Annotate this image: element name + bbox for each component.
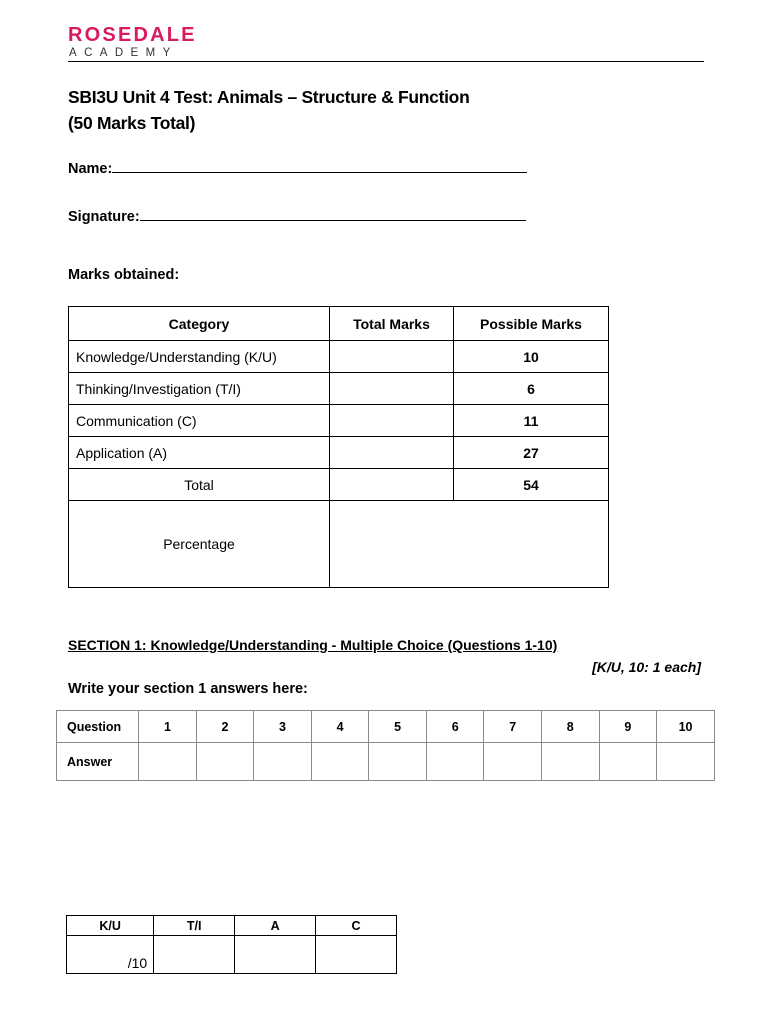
category-cell: Application (A) [69, 437, 330, 469]
title-line-1: SBI3U Unit 4 Test: Animals – Structure & Function [68, 87, 470, 107]
question-number: 7 [484, 711, 542, 743]
marks-table [68, 306, 609, 588]
percentage-row [69, 501, 609, 588]
percentage-label: Percentage [69, 501, 330, 588]
answer-label: Answer [57, 743, 139, 781]
score-value-row [67, 936, 397, 974]
possible-marks-cell: 10 [454, 341, 609, 373]
question-number: 1 [139, 711, 197, 743]
answer-cell-9[interactable] [599, 743, 657, 781]
title-line-2: (50 Marks Total) [68, 113, 196, 133]
header-divider [68, 61, 704, 62]
question-number: 4 [311, 711, 369, 743]
category-cell: Knowledge/Understanding (K/U) [69, 341, 330, 373]
question-number: 2 [196, 711, 254, 743]
score-c-value[interactable] [316, 936, 397, 974]
possible-marks-total: 54 [454, 469, 609, 501]
category-cell: Communication (C) [69, 405, 330, 437]
score-ku-value[interactable]: /10 [67, 936, 154, 974]
score-header-c: C [316, 916, 397, 936]
question-row [57, 711, 715, 743]
marks-obtained-label: Marks obtained: [68, 267, 180, 283]
signature-input-line[interactable] [140, 206, 526, 221]
total-row [69, 469, 609, 501]
logo-subtitle: ACADEMY [69, 47, 178, 59]
total-label: Total [69, 469, 330, 501]
score-header-row [67, 916, 397, 936]
total-marks-cell[interactable] [330, 437, 454, 469]
possible-marks-cell: 6 [454, 373, 609, 405]
name-field[interactable] [68, 158, 527, 177]
section-1-title: SECTION 1: Knowledge/Understanding - Multiple Choice (Questions 1-10) [68, 637, 558, 653]
col-category: Category [69, 307, 330, 341]
section-1-marks-tag: [K/U, 10: 1 each] [592, 659, 701, 675]
total-marks-cell[interactable] [330, 373, 454, 405]
score-ti-value[interactable] [154, 936, 235, 974]
score-a-value[interactable] [235, 936, 316, 974]
table-row [69, 437, 609, 469]
percentage-value-cell[interactable] [330, 501, 609, 588]
answer-cell-7[interactable] [484, 743, 542, 781]
section-1-instructions: Write your section 1 answers here: [68, 681, 308, 697]
signature-label: Signature: [68, 209, 140, 225]
answer-cell-5[interactable] [369, 743, 427, 781]
answer-cell-10[interactable] [657, 743, 715, 781]
name-input-line[interactable] [112, 158, 527, 173]
score-header-ti: T/I [154, 916, 235, 936]
question-number: 3 [254, 711, 312, 743]
possible-marks-cell: 27 [454, 437, 609, 469]
question-number: 8 [541, 711, 599, 743]
answer-table [56, 710, 715, 781]
possible-marks-cell: 11 [454, 405, 609, 437]
answer-cell-2[interactable] [196, 743, 254, 781]
question-number: 9 [599, 711, 657, 743]
document-title [68, 84, 469, 136]
total-marks-cell[interactable] [330, 341, 454, 373]
table-row [69, 341, 609, 373]
col-total-marks: Total Marks [330, 307, 454, 341]
score-header-ku: K/U [67, 916, 154, 936]
answer-cell-4[interactable] [311, 743, 369, 781]
question-number: 10 [657, 711, 715, 743]
answer-cell-1[interactable] [139, 743, 197, 781]
total-marks-cell[interactable] [330, 405, 454, 437]
score-header-a: A [235, 916, 316, 936]
answer-cell-6[interactable] [426, 743, 484, 781]
answer-cell-8[interactable] [541, 743, 599, 781]
score-summary-table [66, 915, 397, 974]
question-label: Question [57, 711, 139, 743]
category-cell: Thinking/Investigation (T/I) [69, 373, 330, 405]
name-label: Name: [68, 161, 113, 177]
marks-table-header [69, 307, 609, 341]
total-marks-cell[interactable] [330, 469, 454, 501]
table-row [69, 405, 609, 437]
question-number: 6 [426, 711, 484, 743]
answer-cell-3[interactable] [254, 743, 312, 781]
col-possible-marks: Possible Marks [454, 307, 609, 341]
question-number: 5 [369, 711, 427, 743]
signature-field[interactable] [68, 206, 526, 225]
table-row [69, 373, 609, 405]
logo-wordmark: ROSEDALE [68, 24, 197, 46]
answer-row [57, 743, 715, 781]
